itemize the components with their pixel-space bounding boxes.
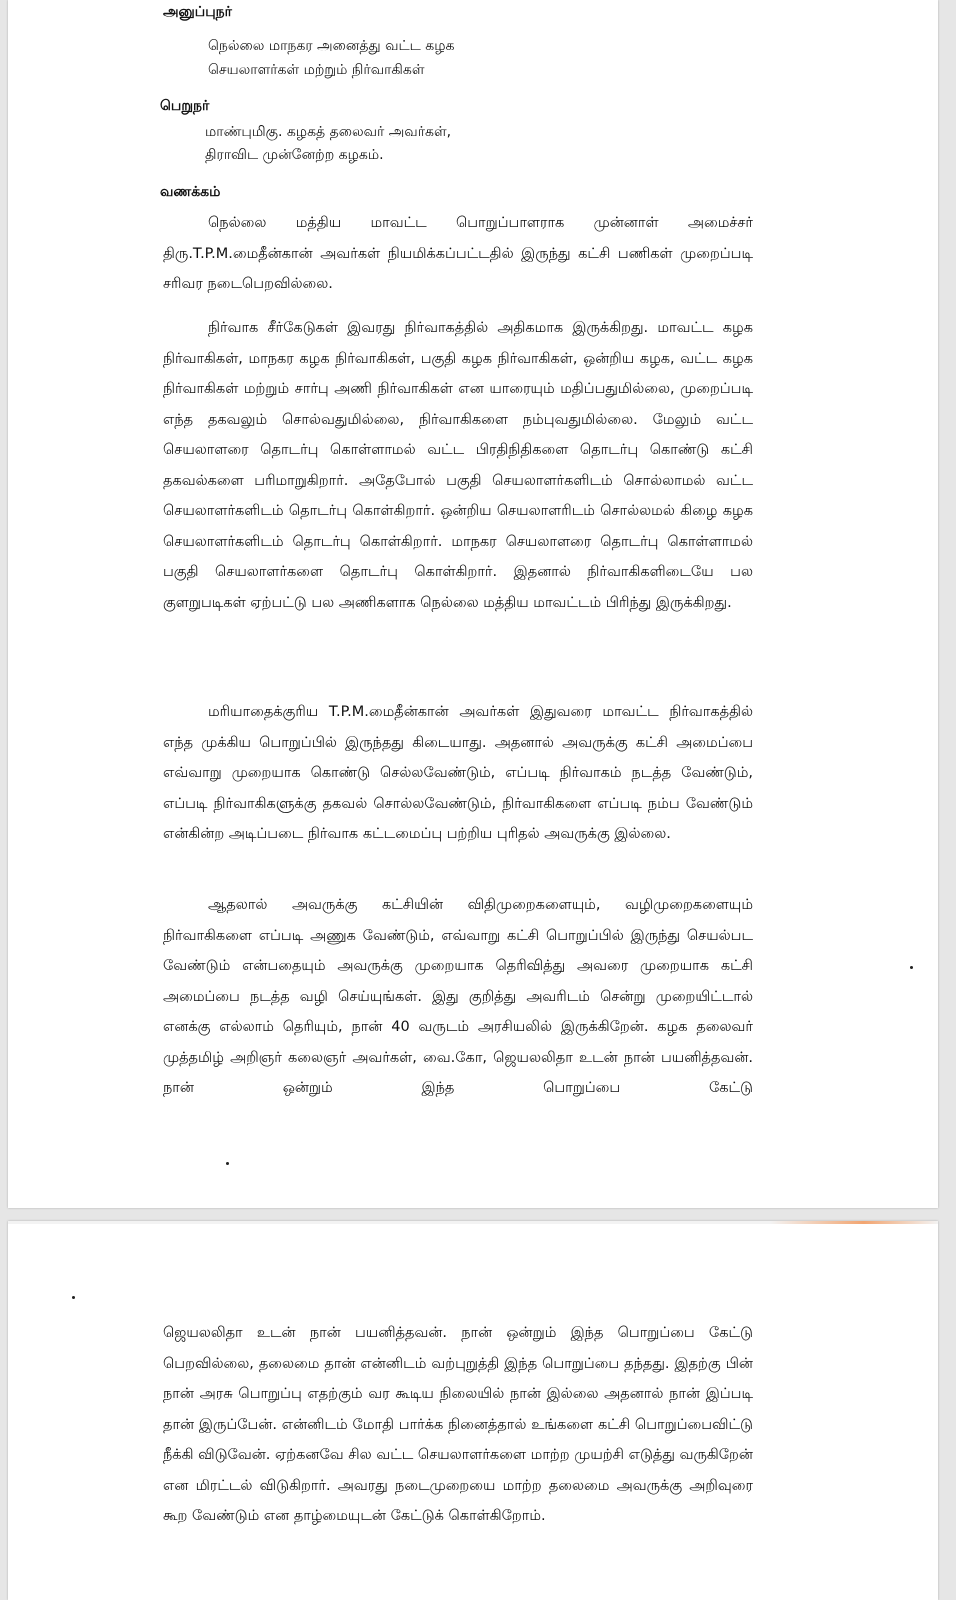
sender-line-2: செயலாளர்கள் மற்றும் நிர்வாகிகள் (208, 62, 425, 78)
scan-speck (72, 1296, 75, 1299)
scan-speck (910, 966, 913, 969)
paragraph-3: மரியாதைக்குரிய T.P.M.மைதீன்கான் அவர்கள் இதுவரை மாவட்ட நிர்வாகத்தில் எந்த முக்கிய பொறுப்பில் இருந்தது கிடையாது. அதனால் அவருக்கு கட்சி அமைப்பை எவ்வாறு முறையாக கொண்டு செல்லவேண்டும், எப்படி நிர்வாகம் நடத்த வேண்டும், எப்படி நிர்வாகிகளுக்கு தகவல் சொல்லவேண்டும், நிர்வாகிகளை எப்படி நம்ப வேண்டும் என்கின்ற அடிப்படை நிர்வாக கட்டமைப்பு பற்றிய புரிதல் அவருக்கு இல்லை. (163, 704, 753, 842)
document-page-1 (8, 0, 938, 1208)
recipient-line-2: திராவிட முன்னேற்ற கழகம். (205, 147, 384, 163)
sender-line-1: நெல்லை மாநகர அனைத்து வட்ட கழக (208, 38, 455, 54)
paragraph-4: ஆதலால் அவருக்கு கட்சியின் விதிமுறைகளையும், வழிமுறைகளையும் நிர்வாகிகளை எப்படி அணுக வேண்டும், எவ்வாறு கட்சி பொறுப்பில் இருந்து செயல்பட வேண்டும் என்பதையும் அவருக்கு முறையாக தெரிவித்து அவரை முறையாக கட்சி அமைப்பை நடத்த வழி செய்யுங்கள். இது குறித்து அவரிடம் சென்று முறையிட்டால் எனக்கு எல்லாம் தெரியும், நான் 40 வருடம் அரசியலில் இருக்கிறேன். கழக தலைவர் முத்தமிழ் அறிஞர் கலைஞர் அவர்கள், வை.கோ, ஜெயலலிதா உடன் நான் பயனித்தவன். நான் ஒன்றும் இந்த பொறுப்பை கேட்டு (163, 897, 753, 1096)
paragraph-2: நிர்வாக சீர்கேடுகள் இவரது நிர்வாகத்தில் அதிகமாக இருக்கிறது. மாவட்ட கழக நிர்வாகிகள், மாநகர கழக நிர்வாகிகள், பகுதி கழக நிர்வாகிகள், ஒன்றிய கழக, வட்ட கழக நிர்வாகிகள் மற்றும் சார்பு அணி நிர்வாகிகள் என யாரையும் மதிப்பதுமில்லை, முறைப்படி எந்த தகவலும் சொல்வதுமில்லை, நிர்வாகிகளை நம்புவதுமில்லை. மேலும் வட்ட செயலாளரை தொடர்பு கொள்ளாமல் வட்ட பிரதிநிதிகளை தொடர்பு கொண்டு கட்சி தகவல்களை பரிமாறுகிறார். அதேபோல் பகுதி செயலாளர்களிடம் சொல்லாமல் வட்ட செயலாளர்களிடம் தொடர்பு கொள்கிறார். ஒன்றிய செயலாளரிடம் சொல்லமல் கிழை கழக செயலாளர்களிடம் தொடர்பு கொள்கிறார். மாநகர செயலாளரை தொடர்பு கொள்ளாமல் பகுதி செயலாளர்களை தொடர்பு கொள்கிறார். இதனால் நிர்வாகிகளிடையே பல குளறுபடிகள் ஏற்பட்டு பல அணிகளாக நெல்லை மத்திய மாவட்டம் பிரிந்து இருக்கிறது. (163, 320, 753, 611)
sender-heading: அனுப்புநர் (163, 4, 232, 20)
recipient-line-1: மாண்புமிகு. கழகத் தலைவர் அவர்கள், (205, 124, 452, 140)
paragraph-5: ஜெயலலிதா உடன் நான் பயனித்தவன். நான் ஒன்றும் இந்த பொறுப்பை கேட்டு பெறவில்லை, தலைமை தான் என்னிடம் வற்புறுத்தி இந்த பொறுப்பை தந்தது. இதற்கு பின் நான் அரசு பொறுப்பு எதற்கும் வர கூடிய நிலையில் நான் இல்லை அதனால் நான் இப்படி தான் இருப்பேன். என்னிடம் மோதி பார்க்க நினைத்தால் உங்களை கட்சி பொறுப்பைவிட்டு நீக்கி விடுவேன். ஏற்கனவே சில வட்ட செயலாளர்களை மாற்ற முயற்சி எடுத்து வருகிறேன் என மிரட்டல் விடுகிறார். அவரது நடைமுறையை மாற்ற தலைமை அவருக்கு அறிவுரை கூற வேண்டும் என தாழ்மையுடன் கேட்டுக் கொள்கிறோம். (163, 1325, 753, 1524)
page-edge-strip (8, 1221, 938, 1224)
paragraph-1: நெல்லை மத்திய மாவட்ட பொறுப்பாளராக முன்னாள் அமைச்சர் திரு.T.P.M.மைதீன்கான் அவர்கள் நியமிக்கப்பட்டதில் இருந்து கட்சி பணிகள் முறைப்படி சரிவர நடைபெறவில்லை. (163, 215, 753, 292)
greeting: வணக்கம் (160, 184, 221, 200)
document-page-2 (8, 1221, 938, 1600)
recipient-heading: பெறுநர் (160, 98, 210, 114)
scan-speck (226, 1162, 229, 1165)
